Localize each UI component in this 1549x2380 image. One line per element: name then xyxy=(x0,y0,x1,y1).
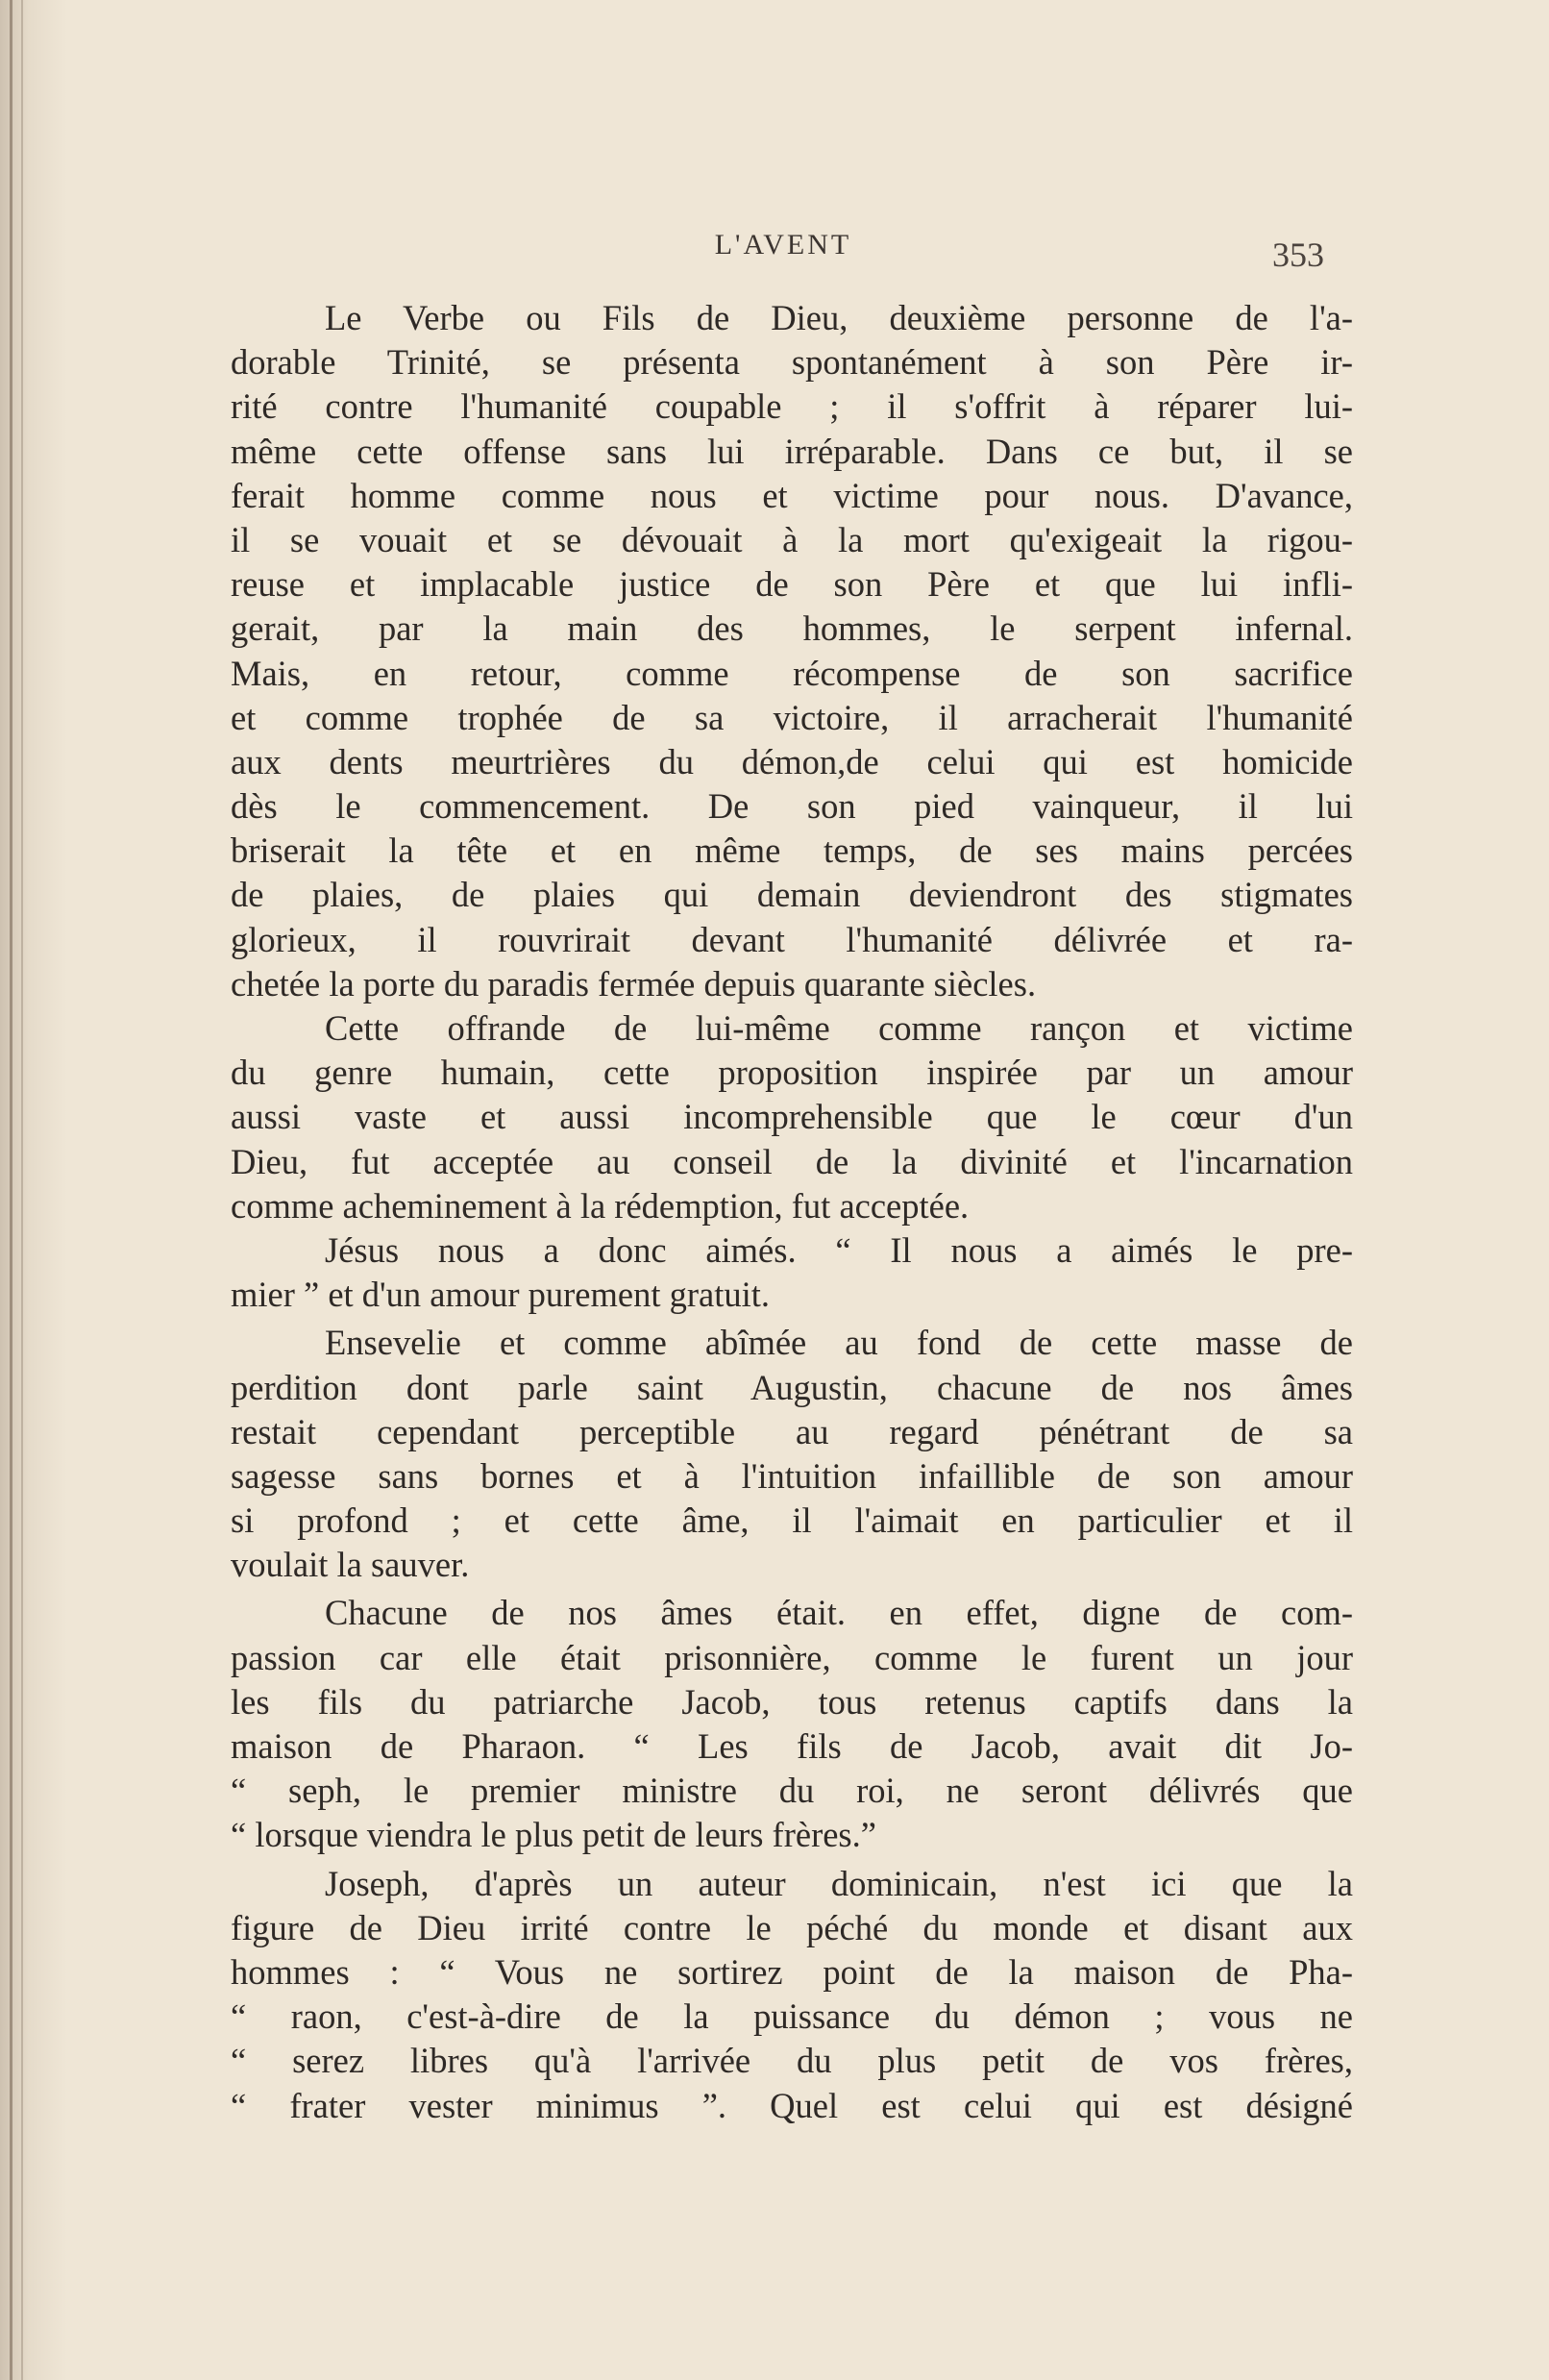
text-line: Joseph, d'après un auteur dominicain, n'est ici que la xyxy=(325,1863,1353,1903)
text-line: figure de Dieu irrité contre le péché du monde et disant aux xyxy=(231,1907,1353,1947)
text-line: sagesse sans bornes et à l'intuition infaillible de son amour xyxy=(231,1455,1353,1496)
body-text xyxy=(231,296,1353,2128)
text-line: briserait la tête et en même temps, de ses mains percées xyxy=(231,831,1353,871)
text-line: Jésus nous a donc aimés. “ Il nous a aimés le pre- xyxy=(325,1229,1353,1270)
text-line: glorieux, il rouvrirait devant l'humanité délivrée et ra- xyxy=(231,919,1353,959)
text-line: hommes : “ Vous ne sortirez point de la maison de Pha- xyxy=(231,1951,1353,1992)
text-line: “ seph, le premier ministre du roi, ne seront délivrés que xyxy=(231,1771,1353,1811)
text-line: “ serez libres qu'à l'arrivée du plus petit de vos frères, xyxy=(231,2041,1353,2081)
text-line: mier ” et d'un amour purement gratuit. xyxy=(231,1275,770,1315)
text-line: rité contre l'humanité coupable ; il s'offrit à réparer lui- xyxy=(231,386,1353,427)
text-line: “ lorsque viendra le plus petit de leurs frères.” xyxy=(231,1815,876,1855)
text-line: maison de Pharaon. “ Les fils de Jacob, avait dit Jo- xyxy=(231,1726,1353,1766)
text-line: restait cependant perceptible au regard pénétrant de sa xyxy=(231,1411,1353,1451)
text-line: Cette offrande de lui-même comme rançon et victime xyxy=(325,1008,1353,1048)
text-line: dorable Trinité, se présenta spontanément à son Père ir- xyxy=(231,342,1353,383)
binding-edge-shadow xyxy=(21,0,23,2380)
paragraph xyxy=(231,1862,1353,2128)
text-line: Le Verbe ou Fils de Dieu, deuxième personne de l'a- xyxy=(325,298,1353,337)
text-line: voulait la sauver. xyxy=(231,1545,470,1585)
text-line: si profond ; et cette âme, il l'aimait en particulier et il xyxy=(231,1500,1353,1541)
text-line: comme acheminement à la rédemption, fut acceptée. xyxy=(231,1185,970,1226)
text-line: “ frater vester minimus ”. Quel est celui qui est désigné xyxy=(231,2085,1353,2125)
paragraph xyxy=(231,1591,1353,1857)
binding-edge xyxy=(10,0,12,2380)
text-line: Dieu, fut acceptée au conseil de la divinité et l'incarnation xyxy=(231,1141,1353,1181)
text-line: gerait, par la main des hommes, le serpent infernal. xyxy=(231,608,1353,649)
page-number: 353 xyxy=(1272,236,1324,274)
text-line: les fils du patriarche Jacob, tous retenus captifs dans la xyxy=(231,1681,1353,1722)
page-header xyxy=(231,229,1336,274)
text-line: chetée la porte du paradis fermée depuis quarante siècles. xyxy=(231,963,1037,1004)
text-line: aussi vaste et aussi incomprehensible que le cœur d'un xyxy=(231,1097,1353,1137)
text-line: passion car elle était prisonnière, comme le furent un jour xyxy=(231,1637,1353,1677)
text-line: ferait homme comme nous et victime pour nous. D'avance, xyxy=(231,475,1353,515)
text-line: de plaies, de plaies qui demain deviendront des stigmates xyxy=(231,875,1353,915)
text-line: du genre humain, cette proposition inspirée par un amour xyxy=(231,1053,1353,1093)
paragraph xyxy=(231,296,1353,1006)
text-line: et comme trophée de sa victoire, il arracherait l'humanité xyxy=(231,697,1353,737)
text-line: Chacune de nos âmes était. en effet, digne de com- xyxy=(325,1593,1353,1633)
text-line: dès le commencement. De son pied vainqueur, il lui xyxy=(231,786,1353,827)
paragraph xyxy=(231,1006,1353,1228)
paragraph xyxy=(231,1228,1353,1317)
text-line: perdition dont parle saint Augustin, chacune de nos âmes xyxy=(231,1367,1353,1407)
text-line: il se vouait et se dévouait à la mort qu'exigeait la rigou- xyxy=(231,519,1353,559)
text-line: Ensevelie et comme abîmée au fond de cette masse de xyxy=(325,1323,1353,1363)
text-line: même cette offense sans lui irréparable. Dans ce but, il se xyxy=(231,431,1353,471)
text-line: reuse et implacable justice de son Père et que lui infli- xyxy=(231,564,1353,605)
text-line: “ raon, c'est-à-dire de la puissance du démon ; vous ne xyxy=(231,1996,1353,2037)
running-title: L'AVENT xyxy=(714,229,852,260)
paragraph xyxy=(231,1321,1353,1587)
text-line: aux dents meurtrières du démon,de celui qui est homicide xyxy=(231,741,1353,781)
text-line: Mais, en retour, comme récompense de son sacrifice xyxy=(231,653,1353,693)
